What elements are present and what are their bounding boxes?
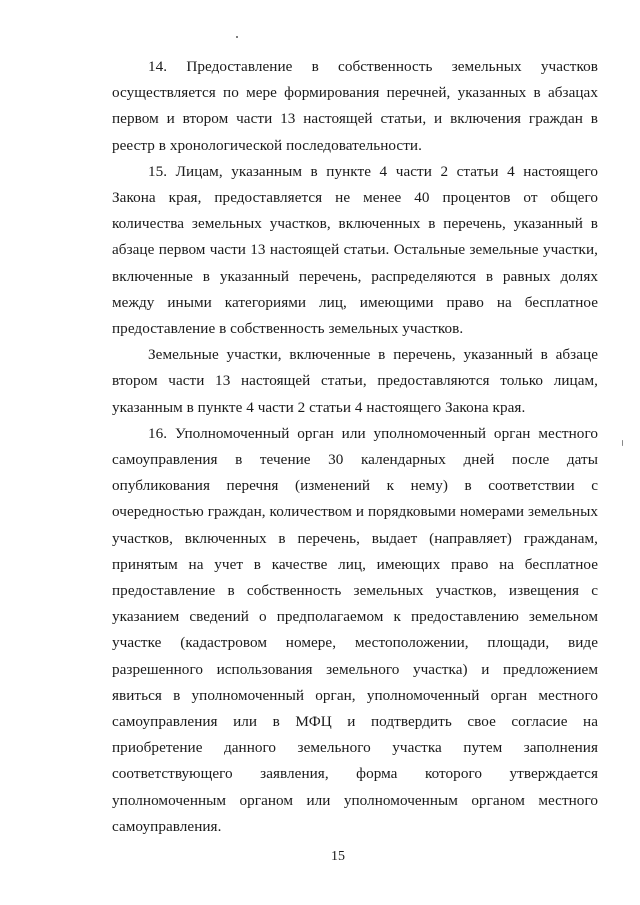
document-body [112, 54, 598, 840]
paragraph-14: 14. Предоставление в собственность земельных участков осуществляется по мере формирования перечней, указанных в абзацах первом и втором части 13 настоящей статьи, и включения граждан в реестр в хронологической последовательности. [112, 58, 598, 154]
paragraph-16: 16. Уполномоченный орган или уполномоченный орган местного самоуправления в течение 30 календарных дней после даты опубликования перечня (изменений к нему) в соответствии с очередностью граждан, количеством и порядковыми номерами земельных участков, включенных в перечень, выдает (направляет) гражданам, принятым на учет в качестве лиц, имеющих право на бесплатное предоставление в собственность земельных участков, извещения с указанием сведений о предполагаемом к предоставлению земельном участке (кадастровом номере, местоположении, площади, виде разрешенного использования земельного участка) и предложением явиться в уполномоченный орган, уполномоченный орган местного самоуправления или в МФЦ и подтвердить свое согласие на приобретение данного земельного участка путем заполнения соответствующего заявления, форма которого утверждается уполномоченным органом или уполномоченным органом местного самоуправления. [112, 424, 598, 835]
scan-speck [622, 440, 623, 446]
paragraph-15: 15. Лицам, указанным в пункте 4 части 2 статьи 4 настоящего Закона края, предоставляется не менее 40 процентов от общего количества земельных участков, включенных в перечень, указанный в абзаце первом части 13 настоящей статьи. Остальные земельные участки, включенные в указанный перечень, распределяются в равных долях между иными категориями лиц, имеющими право на бесплатное предоставление в собственность земельных участков. [112, 162, 598, 338]
paragraph-15-continued: Земельные участки, включенные в перечень, указанный в абзаце втором части 13 настоящей статьи, предоставляются только лицам, указанным в пункте 4 части 2 статьи 4 настоящего Закона края. [112, 346, 598, 416]
scan-speck [236, 36, 238, 38]
page-number: 15 [331, 849, 345, 864]
